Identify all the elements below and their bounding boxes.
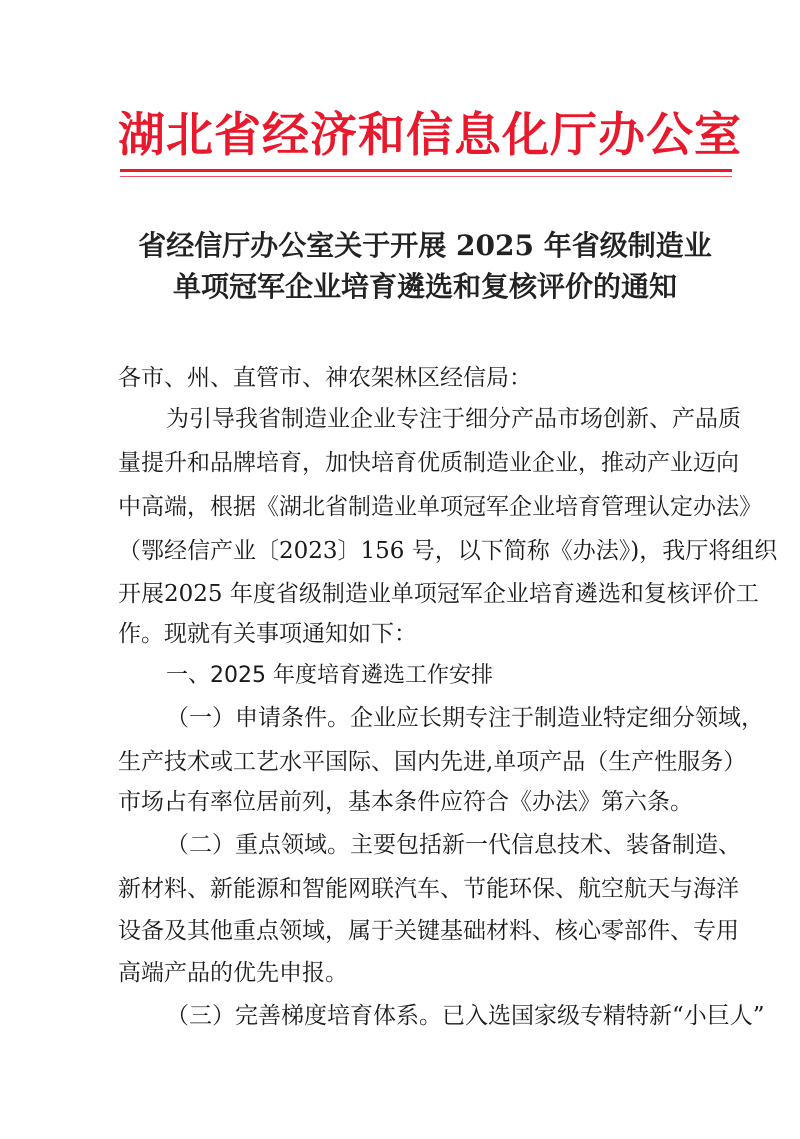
masthead-rule-thick <box>120 169 732 172</box>
masthead: 湖北省经济和信息化厅办公室 <box>118 108 742 163</box>
text-line: 开展2025 年度省级制造业单项冠军企业培育遴选和复核评价工 <box>118 581 759 607</box>
document-title-line-2: 单项冠军企业培育遴选和复核评价的通知 <box>172 270 677 303</box>
addressee: 各市、州、直管市、神农架林区经信局： <box>118 365 532 391</box>
text-line: （鄂经信产业〔2023〕156 号，以下简称《办法》)，我厅将组织 <box>118 538 778 564</box>
masthead-rule-thin <box>120 176 732 177</box>
text-line: （二）重点领域。主要包括新一代信息技术、装备制造、 <box>166 832 741 858</box>
text-line: （一）申请条件。企业应长期专注于制造业特定细分领域， <box>166 705 764 731</box>
text-line: 生产技术或工艺水平国际、国内先进,单项产品（生产性服务） <box>118 749 747 775</box>
text-line: （三）完善梯度培育体系。已入选国家级专精特新“小巨人” <box>166 1003 765 1029</box>
text-line: 新材料、新能源和智能网联汽车、节能环保、航空航天与海洋 <box>118 876 739 902</box>
text-line: 中高端，根据《湖北省制造业单项冠军企业培育管理认定办法》 <box>118 494 762 520</box>
text-line: 作。现就有关事项通知如下： <box>118 621 417 647</box>
text-line: 市场占有率位居前列，基本条件应符合《办法》第六条。 <box>118 789 693 815</box>
document-title-line-1: 省经信厅办公室关于开展 2025 年省级制造业 <box>138 229 712 262</box>
text-line: 高端产品的优先申报。 <box>118 960 348 986</box>
text-line: 量提升和品牌培育，加快培育优质制造业企业，推动产业迈向 <box>118 450 739 476</box>
text-line: 设备及其他重点领域，属于关键基础材料、核心零部件、专用 <box>118 918 739 944</box>
text-line: 为引导我省制造业企业专注于细分产品市场创新、产品质 <box>166 406 741 432</box>
section-heading: 一、2025 年度培育遴选工作安排 <box>166 663 493 688</box>
